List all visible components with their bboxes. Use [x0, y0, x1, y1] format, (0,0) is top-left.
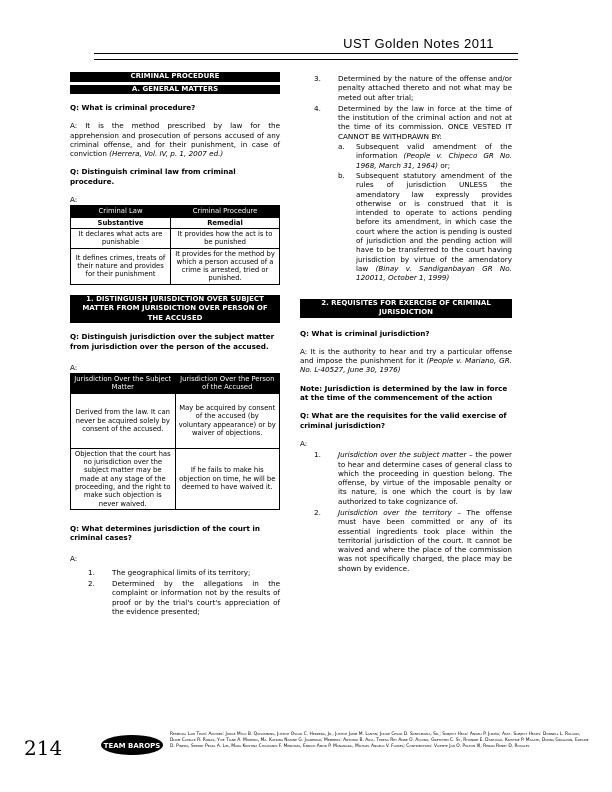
page-number: 214: [24, 736, 63, 760]
sublist-item: b. Subsequent statutory amendment of the rules of jurisdiction UNLESS the amendatory law expressly provides otherwise or is construed that it is intended to operate to actions pending before its amendment, in which case the court where the action is pending is ousted of jurisdiction and the pending action will have to be transferred to the court having jurisdiction by virtue of the amendatory law (Binay v. Sandiganbayan GR No. 120011, October 1, 1999): [338, 170, 512, 283]
subsection-requisites: 2. REQUISITES FOR EXERCISE OF CRIMINAL JURISDICTION: [300, 299, 512, 318]
jurisdiction-determinants-list-cont: [314, 74, 512, 141]
question-6: Q: What are the requisites for the valid exercise of criminal jurisdiction?: [300, 411, 507, 430]
question-3: Q: Distinguish jurisdiction over the subject matter from jurisdiction over the person of the accused.: [70, 332, 275, 351]
sublist-citation: (Binay v. Sandiganbayan GR No. 120011, October 1, 1999): [356, 263, 512, 283]
table1-header: Criminal Law: [71, 206, 171, 217]
answer-5-citation: (People v. Mariano, GR. No. L-40527, June 30, 1976): [300, 356, 512, 375]
section-title: CRIMINAL PROCEDURE: [70, 72, 280, 82]
list-item: 3. Determined by the nature of the offense and/or penalty attached thereto and not what may be meted out after trial;: [314, 74, 512, 102]
answer-6-label: A:: [300, 438, 308, 448]
list-item: 2. Jurisdiction over the territory – The offense must have been committed or any of its essential ingredients took place within the territorial jurisdiction of the court. It cannot be waived and where the place of the commission was not specifically charged, the place may be shown by evidence.: [314, 507, 512, 573]
logo-text: TEAM BAROPS: [103, 742, 161, 750]
table1-cell: It provides how the act is to be punished: [171, 228, 280, 248]
subsection-jurisdiction: 1. DISTINGUISH JURISDICTION OVER SUBJECT MATTER FROM JURISDICTION OVER PERSON OF THE ACCUSED: [70, 295, 280, 324]
subsection-general-matters: A. GENERAL MATTERS: [70, 85, 280, 95]
list-item: 4. Determined by the law in force at the time of the institution of the criminal action and not at the time of its commission. ONCE VESTED IT CANNOT BE WITHDRAWN BY:: [314, 103, 512, 141]
requisites-list: [314, 450, 512, 573]
answer-5: A: It is the authority to hear and try a particular offense and impose the punishment for it (People v. Mariano, GR. No. L-40527, June 30, 1976): [300, 346, 512, 375]
question-5: Q: What is criminal jurisdiction?: [300, 328, 430, 338]
withdrawal-sublist: [314, 142, 512, 282]
question-4: Q: What determines jurisdiction of the court in criminal cases?: [70, 523, 260, 543]
table1-sub: Substantive: [71, 217, 171, 228]
header-rule-bottom: [94, 59, 518, 60]
list-item: 2. Determined by the allegations in the complaint or information not by the results of proof or by the trial's court's appreciation of the evidence presented;: [88, 579, 280, 616]
table1-header: Criminal Procedure: [171, 206, 280, 217]
page-title: [0, 36, 612, 51]
answer-1-citation: (Herrera, Vol. IV, p. 1, 2007 ed.): [109, 149, 224, 159]
table2-cell: If he fails to make his objection on time, he will be deemed to have waived it.: [175, 448, 280, 509]
team-barops-logo: [100, 734, 164, 756]
note: Note: Jurisdiction is determined by the law in force at the time of the commencement of the action: [300, 383, 508, 403]
table1-sub: Remedial: [171, 217, 280, 228]
table1-cell: It defines crimes, treats of their nature and provides for their punishment: [71, 248, 171, 284]
sublist-item: a. Subsequent valid amendment of the information (People v. Chipeco GR No. 1968, March 31, 1964) or;: [338, 142, 512, 170]
footer: [0, 722, 612, 782]
answer-4-label: A:: [70, 554, 78, 564]
table1-cell: It declares what acts are punishable: [71, 228, 171, 248]
header-rule-top: [94, 53, 518, 54]
header-title: UST Golden Notes 2011: [343, 36, 494, 51]
answer-3-label: A:: [70, 362, 78, 372]
list-item: 1. The geographical limits of its territory;: [88, 567, 251, 577]
table2-header: Jurisdiction Over the Person of the Accused: [175, 374, 280, 394]
table2-cell: Derived from the law. It can never be acquired solely by consent of the accused.: [71, 393, 176, 448]
question-1: Q: What is criminal procedure?: [70, 103, 196, 112]
answer-2-label: A:: [70, 195, 78, 205]
table2-cell: Objection that the court has no jurisdiction over the subject matter may be made at any stage of the proceeding, and the right to make such objection is never waived.: [71, 448, 176, 509]
answer-1: A: It is the method prescribed by law for the apprehension and prosecution of persons accused of any criminal offense, and for their punishment, in case of conviction (Herrera, Vol. IV, p. 1, 2007 ed.): [70, 121, 280, 159]
list-item: 1. Jurisdiction over the subject matter – the power to hear and determine cases of general class to which the proceeding in question belong. The offense, by virtue of the imposable penalty or its nature, is one which the court is by law authorized to take cognizance of.: [314, 450, 512, 506]
credits: Remedial Law Team: Adviser: Judge Mylo B. Quisumbing, Justice Oscar C. Herrera, Jr., Justice Jamie M. Lantin; Judge Cesar D. Santamaria, Sr.; Subject Head: Angeli P. Juriño; Asst. Subject Heads: Donnell L. Roland, Diane Camille R. Ronas, Yvie Tiane A. Moreno, Ma. Katrina Nadine G. Juanengo; Members: Antonio B. Aida, Teresa Rey Anne O. Aquino, Gretchen C. Sy, Rhonnie E. Dantiago, Kristine P. Malate, Donna Gragasin, Edeline D. Pineda, Sherry Pearl A. Lim, Mara Kristina Chuavanio F. Mendoza, Enrico Amor P. Manangkil, Michael Angelo V. Flores; Contributors: Vicente Jan O. Polton III, Renan Renby D. Rosales: [170, 732, 589, 750]
jurisdiction-determinants-list: [88, 568, 280, 616]
right-column: [300, 72, 512, 573]
table2-header: Jurisdiction Over the Subject Matter: [71, 374, 176, 394]
sublist-citation: (People v. Chipeco GR No. 1968, March 31, 1964): [356, 151, 512, 170]
table1-cell: It provides for the method by which a person accused of a crime is arrested, tried or punished.: [171, 248, 280, 284]
criminal-law-table: [70, 205, 280, 284]
question-2: Q: Distinguish criminal law from criminal procedure.: [70, 167, 236, 186]
table2-cell: May be acquired by consent of the accused (by voluntary appearance) or by waiver of objections.: [175, 393, 280, 448]
jurisdiction-table: [70, 373, 280, 510]
left-column: [70, 72, 280, 616]
